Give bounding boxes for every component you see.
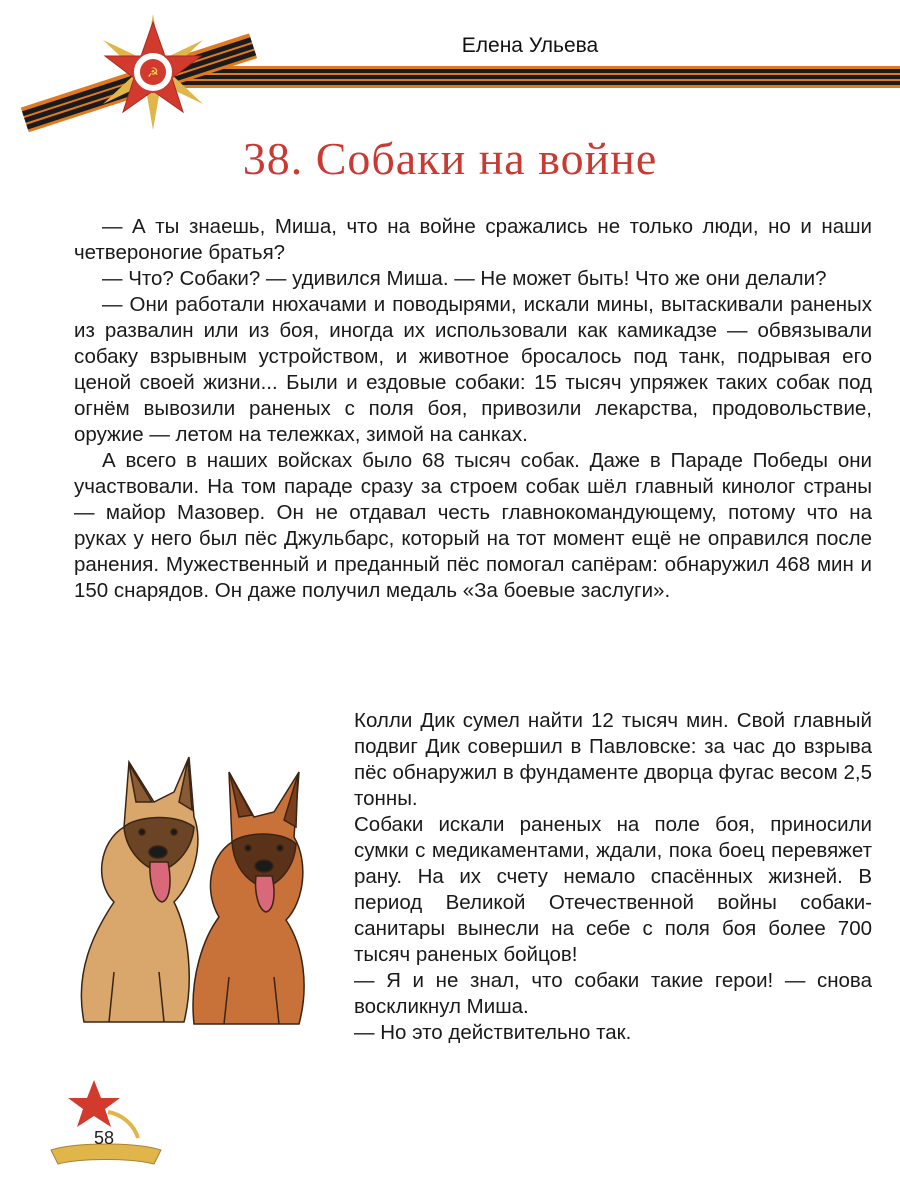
dogs-illustration bbox=[54, 732, 344, 1032]
left-dog bbox=[81, 757, 198, 1022]
main-text-right bbox=[354, 708, 872, 1046]
svg-text:☭: ☭ bbox=[147, 66, 159, 81]
main-text-top bbox=[74, 214, 872, 604]
right-dog bbox=[193, 772, 304, 1024]
st-george-ribbon-band bbox=[150, 66, 900, 88]
paragraph: — Они работали нюхачами и поводырями, искали мины, вытаскивали раненых из развалин или из боя, иногда их использовали как камикадзе — обвязывали собаку взрывным устройством, и животное бросалось под танк, подрывая его ценой своей жизни... Были и ездовые собаки: 15 тысяч упряжек таких собак под огнём вывозили раненых с поля боя, привозили лекарства, продовольствие, оружие — летом на тележках, зимой на санках. bbox=[74, 293, 872, 446]
page-number-badge bbox=[46, 1072, 166, 1172]
paragraph: — Я и не знал, что собаки такие герои! — снова воскликнул Миша. bbox=[354, 969, 872, 1018]
author-name: Елена Ульева bbox=[461, 34, 599, 57]
paragraph: — Но это действительно так. bbox=[354, 1021, 632, 1044]
paragraph: Колли Дик сумел найти 12 тысяч мин. Свой главный подвиг Дик совершил в Павловске: за час до взрыва пёс обнаружил в фундаменте дворца фугас весом 2,5 тонны. bbox=[354, 709, 872, 810]
page-number: 58 bbox=[93, 1128, 115, 1148]
paragraph: Собаки искали раненых на поле боя, приносили сумки с медикаментами, ждали, пока боец перевяжет рану. На их счету немало спасённых жизней. В период Великой Отечественной войны собаки-санитары вынесли на себе с поля боя более 700 тысяч раненых бойцов! bbox=[354, 813, 872, 966]
red-star-icon bbox=[68, 1080, 120, 1127]
order-star-emblem bbox=[18, 10, 258, 140]
paragraph: — А ты знаешь, Миша, что на войне сражались не только люди, но и наши четвероногие братья? bbox=[74, 215, 872, 264]
paragraph: А всего в наших войсках было 68 тысяч собак. Даже в Параде Победы они участвовали. На том параде сразу за строем собак шёл главный кинолог страны — майор Мазовер. Он не отдавал честь главнокомандующему, потому что на руках у него был пёс Джульбарс, который на тот момент ещё не оправился после ранения. Мужественный и преданный пёс помогал сапёрам: обнаружил 468 мин и 150 снарядов. Он даже получил медаль «За боевые заслуги». bbox=[74, 449, 872, 602]
chapter-title: 38. Собаки на войне bbox=[242, 133, 658, 184]
paragraph: — Что? Собаки? — удивился Миша. — Не может быть! Что же они делали? bbox=[102, 267, 827, 290]
